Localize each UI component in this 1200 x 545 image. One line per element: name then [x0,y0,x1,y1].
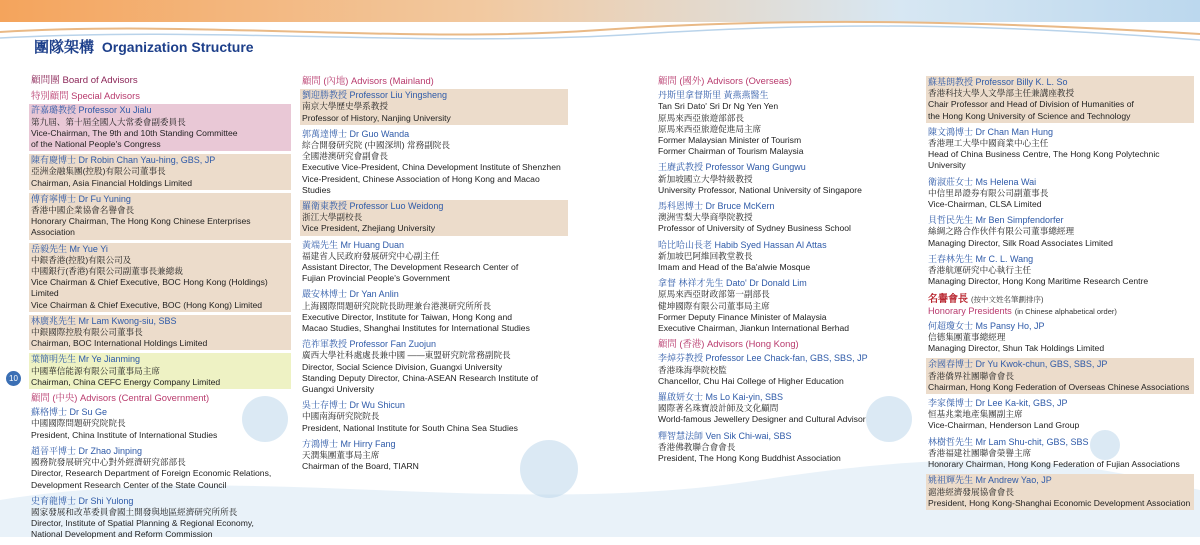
advisor-title-line: National Development and Reform Commission [31,529,213,540]
advisor-title-line: Director, Research Department of Foreign Economic Relations, [31,468,272,479]
advisor-entry [926,126,1194,173]
advisor-title-line: 中國華信能源有限公司董事局主席 [31,365,160,376]
advisor-entry [29,445,291,492]
advisor-title-line: Chancellor, Chu Hai College of Higher Education [658,375,844,386]
advisor-entry [926,358,1194,394]
advisor-title-line: 香港僑界社團聯會會長 [928,370,1014,381]
column-4 [926,76,1194,513]
advisor-entry [300,438,568,474]
advisor-title-line: 新加坡國立大學特級教授 [658,173,753,184]
advisor-entry [926,76,1194,123]
advisor-entry [300,399,568,435]
page-title [34,36,254,57]
advisor-title-line: World-famous Jewellery Designer and Cultural Advisor [658,414,866,425]
advisor-name: 姚祖輝先生 Mr Andrew Yao, JP [928,475,1052,486]
advisor-title-line: 亞洲金融集團(控股)有限公司董事長 [31,166,166,177]
advisor-title-line: 中國南海研究院院長 [302,411,380,422]
column-2 [300,75,568,477]
advisor-title-line: 天潤集團董事局主席 [302,450,380,461]
advisor-title-line: 恒基兆業地產集團副主席 [928,409,1023,420]
advisor-title-line: 絲綢之路合作伙伴有限公司董事總經理 [928,226,1075,237]
advisor-title-line: 信德集團董事總經理 [928,332,1006,343]
advisor-title-line: 中國國際問題研究院院長 [31,418,126,429]
advisor-title-line: Vice-Chairman, Henderson Land Group [928,420,1080,431]
advisor-name: 釋智慧法師 Ven Sik Chi-wai, SBS [658,430,792,441]
advisor-name: 王賡武教授 Professor Wang Gungwu [658,162,806,173]
page-title-zh: 團隊架構 [34,38,95,56]
advisor-name: 羅啟妍女士 Ms Lo Kai-yin, SBS [658,392,784,403]
column-3 [656,75,918,468]
advisor-title-line: 國際著名珠寶設計師及文化顧問 [658,403,779,414]
advisor-entry [300,288,568,335]
advisor-title-line: 福建省人民政府發展研究中心副主任 [302,250,440,261]
advisor-title-line: Vice-Chairman, CLSA Limited [928,199,1042,210]
advisor-title-line: 國務院發展研究中心對外經濟研究部部長 [31,457,186,468]
honorary-presidents-heading [928,294,1194,316]
advisor-name: 范祚軍教授 Professor Fan Zuojun [302,339,437,350]
advisor-title-line: 中國銀行(香港)有限公司副董事長兼總裁 [31,266,183,277]
advisor-title-line: Chairman, Asia Financial Holdings Limited [31,177,192,188]
honorary-presidents-en: Honorary Presidents [928,305,1012,316]
honorary-presidents-zh: 名譽會長 [928,294,968,306]
subsection-heading: 特別顧問 Special Advisors [31,90,140,102]
advisor-title-line: Assistant Director, The Development Research Center of [302,262,519,273]
advisor-title-line: 全國港澳研究會副會長 [302,151,388,162]
advisor-name: 岳毅先生 Mr Yue Yi [31,243,108,254]
advisor-title-line: of the National People's Congress [31,139,161,150]
advisor-name: 哈比哈山長老 Habib Syed Hassan Al Attas [658,239,827,250]
advisor-title-line: Director, Institute of Spatial Planning & Regional Economy, [31,518,254,529]
advisor-title-line: Chairman, BOC International Holdings Limited [31,338,208,349]
page-number: 10 [6,371,21,386]
advisor-title-line: 健坤國際有限公司董事局主席 [658,300,770,311]
advisor-title-line: 香港珠海學院校監 [658,364,727,375]
advisor-title-line: 新加坡巴阿維回教堂教長 [658,250,753,261]
advisor-title-line: University Professor, National University of Singapore [658,184,862,195]
honorary-presidents-note-en: (in Chinese alphabetical order) [1014,306,1117,316]
advisor-title-line: 中銀香港(控股)有限公司及 [31,254,132,265]
advisor-name: 傅育寧博士 Dr Fu Yuning [31,193,131,204]
advisor-title-line: Executive Chairman, Jiankun International Berhad [658,323,850,334]
advisor-title-line: 原馬來西亞旅遊促進局主席 [658,123,762,134]
advisor-title-line: Imam and Head of the Ba'alwie Mosque [658,262,811,273]
advisor-entry [29,406,291,442]
advisor-entry [29,353,291,389]
advisor-entry [300,338,568,396]
advisor-title-line: 國家發展和改革委員會國土開發與地區經濟研究所所長 [31,506,238,517]
advisor-name: 羅衛東教授 Professor Luo Weidong [302,201,444,212]
advisor-name: 貝哲民先生 Mr Ben Simpfendorfer [928,215,1064,226]
advisor-name: 葉簡明先生 Mr Ye Jianming [31,354,141,365]
advisor-title-line: Tan Sri Dato' Sri Dr Ng Yen Yen [658,101,779,112]
advisor-title-line: the Hong Kong University of Science and Technology [928,110,1131,121]
subsection-heading: 顧問 (香港) Advisors (Hong Kong) [658,338,799,350]
advisor-entry [29,495,291,542]
advisor-name: 李家傑博士 Dr Lee Ka-kit, GBS, JP [928,398,1068,409]
advisor-entry [926,320,1194,356]
advisor-entry [656,277,918,335]
advisor-name: 郭萬達博士 Dr Guo Wanda [302,128,410,139]
advisor-title-line: Vice-President, Chinese Association of Hong Kong and Macao Studies [302,173,540,195]
advisor-title-line: Fujian Provincial People's Government [302,273,450,284]
advisor-title-line: Vice-Chairman, The 9th and 10th Standing Committee [31,127,238,138]
advisor-entry [29,193,291,240]
section-heading: 顧問團 Board of Advisors [31,75,138,86]
advisor-title-line: Vice Chairman & Chief Executive, BOC Hong Kong (Holdings) Limited [31,277,268,299]
advisor-title-line: Development Research Center of the State Council [31,479,227,490]
advisor-title-line: Guangxi University [302,384,375,395]
advisor-name: 衛淑莊女士 Ms Helena Wai [928,176,1037,187]
advisor-title-line: Chairman, Hong Kong Federation of Overseas Chinese Associations [928,381,1190,392]
advisor-title-line: 廣西大學社科處處長兼中國 ——東盟研究院常務副院長 [302,350,511,361]
advisor-name: 林樹哲先生 Mr Lam Shu-chit, GBS, SBS [928,436,1089,447]
advisor-title-line: 中銀國際控股有限公司董事長 [31,327,143,338]
advisor-entry [926,176,1194,212]
advisor-entry [29,315,291,351]
advisor-name: 蘇格博士 Dr Su Ge [31,407,108,418]
advisor-entry [300,200,568,236]
advisor-name: 王春林先生 Mr C. L. Wang [928,253,1034,264]
advisor-title-line: 第九屆、第十屆全國人大常委會副委員長 [31,116,186,127]
advisor-name: 陳有慶博士 Dr Robin Chan Yau-hing, GBS, JP [31,155,216,166]
advisor-title-line: Head of China Business Centre, The Hong Kong Polytechnic University [928,149,1160,171]
advisor-title-line: 香港理工大學中國商業中心主任 [928,138,1049,149]
advisor-name: 林廣兆先生 Mr Lam Kwong-siu, SBS [31,315,177,326]
column-1 [29,75,291,545]
advisor-title-line: 中信里昂證券有限公司副董事長 [928,187,1049,198]
advisor-entry [656,200,918,236]
advisor-entry [656,352,918,388]
advisor-title-line: 原馬來西亞旅遊部部長 [658,112,744,123]
advisor-title-line: 澳洲雪梨大學商學院教授 [658,212,753,223]
advisor-entry [926,214,1194,250]
advisor-title-line: 原馬來西亞財政部第一副部長 [658,289,770,300]
advisor-title-line: Macao Studies, Shanghai Institutes for International Studies [302,323,530,334]
advisor-entry [926,436,1194,472]
advisor-name: 余國春博士 Dr Yu Kwok-chun, GBS, SBS, JP [928,359,1108,370]
advisor-title-line: President, The Hong Kong Buddhist Association [658,453,841,464]
advisor-title-line: Honorary Chairman, The Hong Kong Chinese Enterprises Association [31,216,251,238]
advisor-name: 黃端先生 Mr Huang Duan [302,239,405,250]
advisor-entry [300,128,568,197]
advisor-title-line: Professor of University of Sydney Business School [658,223,851,234]
advisor-title-line: 滬港經濟發展協會會長 [928,486,1014,497]
advisor-name: 蘇基朗教授 Professor Billy K. L. So [928,77,1068,87]
advisor-title-line: Vice Chairman & Chief Executive, BOC (Hong Kong) Limited [31,299,263,310]
advisor-title-line: Chairman, China CEFC Energy Company Limited [31,376,221,387]
advisor-name: 李焯芬教授 Professor Lee Chack-fan, GBS, SBS, JP [658,353,868,364]
advisor-name: 吳士存博士 Dr Wu Shicun [302,400,405,411]
advisor-title-line: Professor of History, Nanjing University [302,112,451,123]
advisor-name: 許嘉璐教授 Professor Xu Jialu [31,105,152,116]
advisor-title-line: 香港航運研究中心執行主任 [928,265,1032,276]
advisor-entry [29,104,291,151]
page-title-en: Organization Structure [101,39,254,55]
advisor-name: 嚴安林博士 Dr Yan Anlin [302,289,399,300]
advisor-entry [926,474,1194,510]
advisor-title-line: Former Malaysian Minister of Tourism [658,135,802,146]
advisor-name: 陳文鴻博士 Dr Chan Man Hung [928,126,1054,137]
advisor-title-line: Managing Director, Silk Road Associates Limited [928,237,1113,248]
advisor-title-line: Standing Deputy Director, China-ASEAN Research Institute of [302,372,538,383]
advisor-entry [29,154,291,190]
advisor-entry [926,397,1194,433]
advisor-title-line: Former Chairman of Tourism Malaysia [658,146,804,157]
advisor-entry [300,239,568,286]
advisor-title-line: Managing Director, Hong Kong Maritime Research Centre [928,276,1149,287]
advisor-name: 史育龍博士 Dr Shi Yulong [31,495,134,506]
advisor-entry [656,391,918,427]
advisor-title-line: President, National Institute for South China Sea Studies [302,422,518,433]
advisor-entry [300,89,568,125]
advisor-entry [926,253,1194,289]
advisor-title-line: 香港科技大學人文學部主任兼講座教授 [928,88,1075,99]
advisor-entry [29,243,291,312]
advisor-name: 趙晉平博士 Dr Zhao Jinping [31,445,143,456]
advisor-name: 劉迎勝教授 Professor Liu Yingsheng [302,90,448,101]
advisor-title-line: 上海國際問題研究院院長助理兼台港澳研究所所長 [302,300,492,311]
advisor-title-line: 南京大學歷史學系教授 [302,101,388,112]
subsection-heading: 顧問 (內地) Advisors (Mainland) [302,75,434,86]
advisor-entry [656,161,918,197]
advisor-title-line: Chairman of the Board, TIARN [302,461,419,472]
honorary-presidents-note-zh: (按中文姓名筆劃排序) [971,295,1044,305]
advisor-title-line: President, China Institute of International Studies [31,429,218,440]
advisor-title-line: Managing Director, Shun Tak Holdings Limited [928,343,1105,354]
advisor-name: 方鴻博士 Mr Hirry Fang [302,438,396,449]
advisor-title-line: 綜合開發研究院 (中國深圳) 常務副院長 [302,140,450,151]
advisor-entry [656,89,918,158]
advisor-title-line: 香港佛教聯合會會長 [658,441,736,452]
advisor-title-line: Former Deputy Finance Minister of Malaysia [658,311,827,322]
advisor-name: 馬科恩博士 Dr Bruce McKern [658,201,775,212]
subsection-heading: 顧問 (國外) Advisors (Overseas) [658,75,792,86]
advisor-title-line: Director, Social Science Division, Guangxi University [302,361,503,372]
advisor-title-line: Executive Director, Institute for Taiwan, Hong Kong and [302,311,513,322]
advisor-title-line: 浙江大學副校長 [302,212,363,223]
advisor-title-line: Chair Professor and Head of Division of Humanities of [928,99,1134,110]
advisor-title-line: President, Hong Kong-Shanghai Economic Development Association [928,497,1191,508]
advisor-name: 何超瓊女士 Ms Pansy Ho, JP [928,320,1045,331]
advisor-title-line: Honorary Chairman, Hong Kong Federation of Fujian Associations [928,459,1180,470]
advisor-title-line: Executive Vice-President, China Development Institute of Shenzhen [302,162,561,173]
advisor-entry [656,430,918,466]
advisor-title-line: 香港中國企業協會名譽會長 [31,205,135,216]
advisor-entry [656,239,918,275]
advisor-title-line: 香港福建社團聯會榮譽主席 [928,447,1032,458]
advisor-title-line: Vice President, Zhejiang University [302,223,436,234]
advisor-name: 丹斯里拿督斯里 黃燕燕醫生 [658,90,769,101]
advisor-name: 拿督 林祥才先生 Dato' Dr Donald Lim [658,278,807,289]
subsection-heading: 顧問 (中央) Advisors (Central Government) [31,392,210,404]
